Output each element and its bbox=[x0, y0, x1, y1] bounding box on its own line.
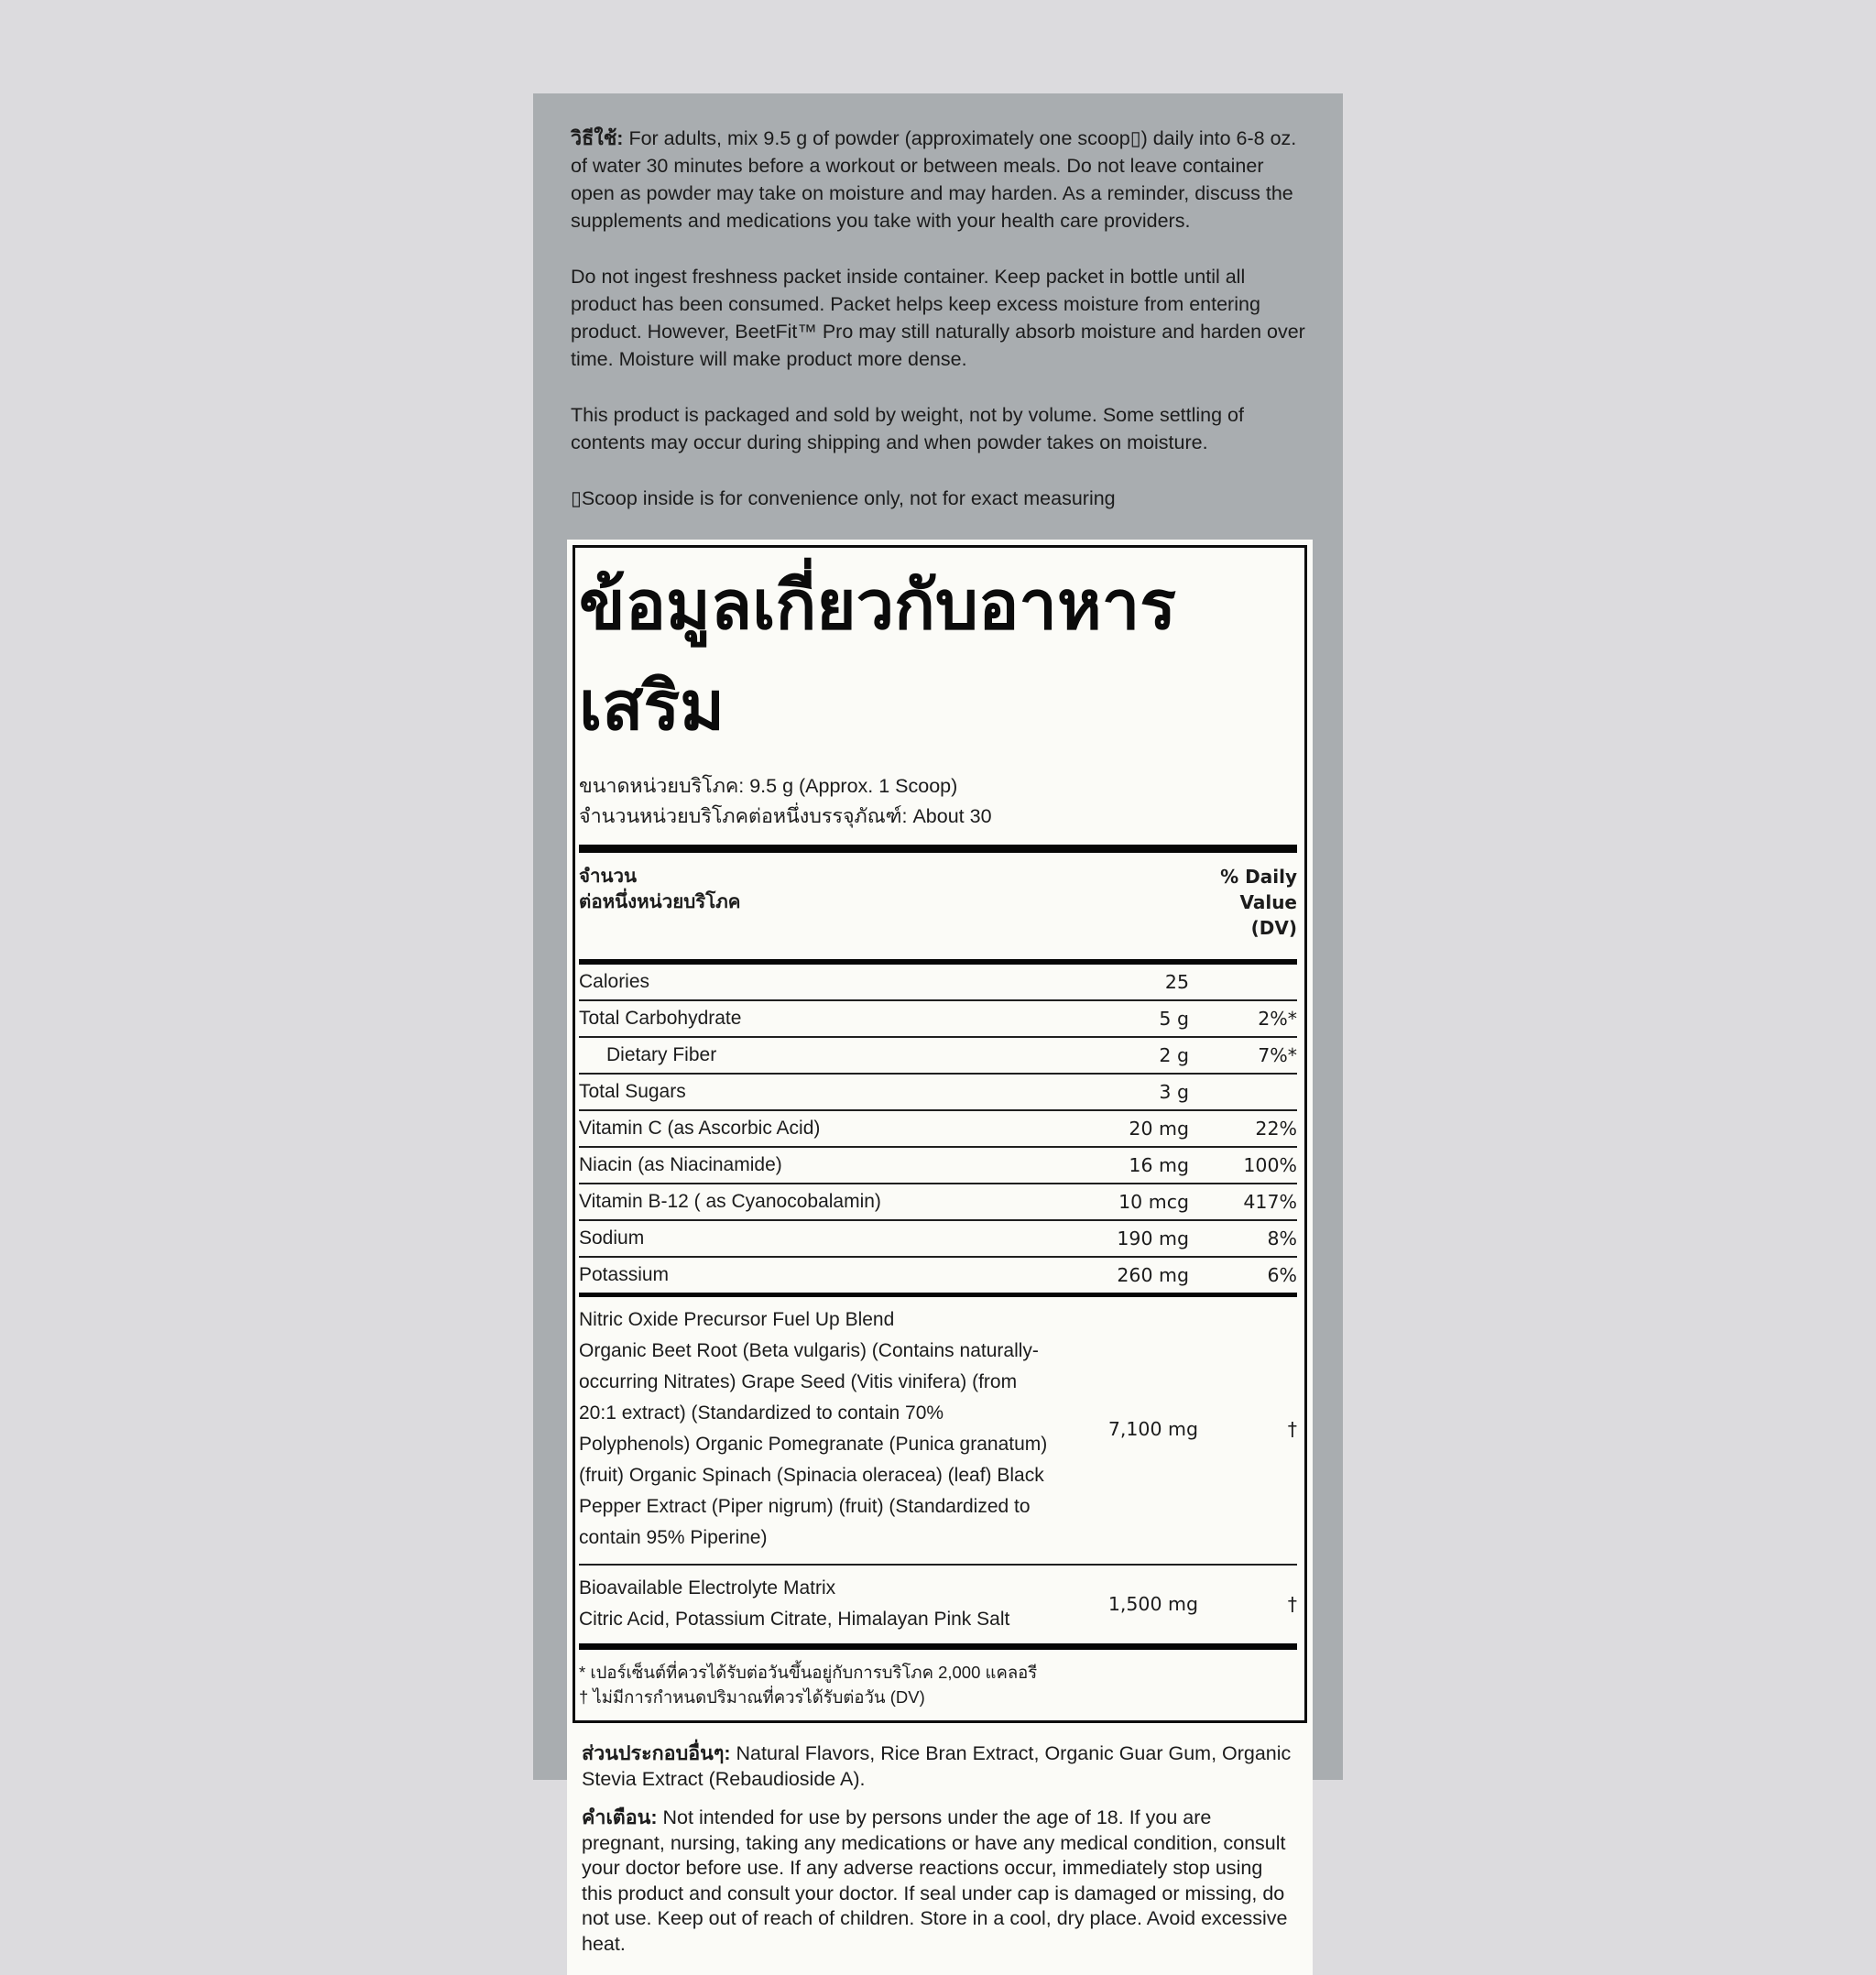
nutrient-dv: 7%* bbox=[1258, 1044, 1297, 1066]
nutrient-dv: 417% bbox=[1243, 1191, 1297, 1213]
blend-row-electrolyte-matrix bbox=[579, 1566, 1297, 1643]
label-panel bbox=[533, 93, 1343, 1955]
table-row-potassium bbox=[579, 1258, 1297, 1297]
blend-title: Nitric Oxide Precursor Fuel Up Blend bbox=[579, 1309, 895, 1330]
warning-lead: คำเตือน: bbox=[582, 1806, 658, 1828]
supplement-facts-box bbox=[573, 545, 1307, 1723]
nutrient-amount: 260 mg bbox=[1117, 1264, 1189, 1286]
nutrient-amount: 20 mg bbox=[1129, 1118, 1189, 1140]
footnote-asterisk: * เปอร์เซ็นต์ที่ควรได้รับต่อวันขึ้นอยู่กับการบริโภค 2,000 แคลอรี bbox=[579, 1663, 1038, 1682]
blend-amount: 1,500 mg bbox=[1107, 1593, 1198, 1615]
table-row-vitamin-c bbox=[579, 1111, 1297, 1148]
nutrient-label: Vitamin C (as Ascorbic Acid) bbox=[579, 1118, 821, 1139]
nutrient-dv: 8% bbox=[1267, 1228, 1297, 1249]
nutrient-label: Total Carbohydrate bbox=[579, 1008, 742, 1029]
nutrient-label: Niacin (as Niacinamide) bbox=[579, 1154, 782, 1175]
table-row-total-sugars bbox=[579, 1075, 1297, 1111]
other-ingredients-paragraph bbox=[582, 1741, 1298, 1792]
table-row-niacin bbox=[579, 1148, 1297, 1184]
nutrient-dv: 22% bbox=[1255, 1118, 1297, 1140]
blend-row-nitric-oxide bbox=[579, 1297, 1297, 1566]
scoop-note: ▯Scoop inside is for convenience only, not for exact measuring bbox=[571, 487, 1116, 509]
usage-text: For adults, mix 9.5 g of powder (approximately one scoop▯) daily into 6-8 oz. of water 30 minutes before a workout or between meals. Do not leave container open as powder may take on moisture and may harden. As a reminder, discuss the supplements and medications you take with your health care providers. bbox=[571, 127, 1297, 232]
blend-text bbox=[579, 1573, 1052, 1635]
facts-title: ข้อมูลเกี่ยวกับอาหารเสริม bbox=[579, 567, 1177, 744]
serving-size: ขนาดหน่วยบริโภค: 9.5 g (Approx. 1 Scoop) bbox=[579, 775, 958, 797]
table-row-total-carbohydrate bbox=[579, 1001, 1297, 1038]
nutrient-dv: 100% bbox=[1243, 1154, 1297, 1176]
nutrient-amount: 16 mg bbox=[1129, 1154, 1189, 1176]
nutrient-dv: 2%* bbox=[1258, 1008, 1297, 1030]
blend-amount: 7,100 mg bbox=[1107, 1418, 1198, 1440]
blend-description: Organic Beet Root (Beta vulgaris) (Contains naturally-occurring Nitrates) Grape Seed (Vitis vinifera) (from 20:1 extract) (Standardized to contain 70% Polyphenols) Organic Pomegranate (Punica granatum) (fruit) Organic Spinach (Spinacia oleracea) (leaf) Black Pepper Extract (Piper nigrum) (fruit) (Standardized to contain 95% Piperine) bbox=[579, 1340, 1048, 1548]
blend-dv: † bbox=[1287, 1418, 1297, 1440]
nutrient-amount: 3 g bbox=[1159, 1081, 1189, 1103]
nutrient-amount: 10 mcg bbox=[1118, 1191, 1189, 1213]
usage-lead: วิธีใช้: bbox=[571, 127, 624, 149]
footnotes bbox=[579, 1650, 1297, 1720]
usage-paragraph bbox=[571, 125, 1311, 235]
other-ingredients-lead: ส่วนประกอบอื่นๆ: bbox=[582, 1742, 731, 1764]
nutrient-amount: 5 g bbox=[1159, 1008, 1189, 1030]
nutrient-label: Calories bbox=[579, 971, 650, 992]
nutrient-amount: 190 mg bbox=[1117, 1228, 1189, 1249]
nutrient-label: Potassium bbox=[579, 1264, 670, 1285]
nutrient-amount: 25 bbox=[1164, 971, 1189, 993]
daily-value-header: % Daily Value (DV) bbox=[1220, 866, 1297, 939]
table-header bbox=[579, 853, 1297, 959]
nutrient-label: Vitamin B-12 ( as Cyanocobalamin) bbox=[579, 1191, 881, 1212]
table-row-vitamin-b12 bbox=[579, 1184, 1297, 1221]
footnote-dagger: † ไม่มีการกำหนดปริมาณที่ควรได้รับต่อวัน (DV) bbox=[579, 1687, 925, 1707]
nutrient-label: Total Sugars bbox=[579, 1081, 686, 1102]
table-row-sodium bbox=[579, 1221, 1297, 1258]
table-row-calories bbox=[579, 965, 1297, 1001]
sold-by-weight-paragraph: This product is packaged and sold by weight, not by volume. Some settling of contents may occur during shipping and when powder takes on moisture. bbox=[571, 404, 1244, 453]
card-bottom-text bbox=[573, 1723, 1307, 1957]
nutrient-dv: 6% bbox=[1267, 1264, 1297, 1286]
blend-dv: † bbox=[1287, 1593, 1297, 1615]
blend-description: Citric Acid, Potassium Citrate, Himalayan Pink Salt bbox=[579, 1609, 1010, 1630]
amount-per-serving-header: จำนวน ต่อหนึ่งหน่วยบริโภค bbox=[579, 866, 741, 912]
table-row-dietary-fiber bbox=[579, 1038, 1297, 1075]
nutrient-amount: 2 g bbox=[1159, 1044, 1189, 1066]
other-ingredients-text: Natural Flavors, Rice Bran Extract, Organic Guar Gum, Organic Stevia Extract (Rebaudioside A). bbox=[582, 1742, 1292, 1790]
warning-paragraph bbox=[582, 1806, 1298, 1957]
rule-bottom-thick bbox=[579, 1643, 1297, 1650]
warning-text: Not intended for use by persons under the age of 18. If you are pregnant, nursing, taking any medications or have any medical condition, consult your doctor before use. If any adverse reactions occur, immediately stop using this product and consult your doctor. If seal under cap is damaged or missing, do not use. Keep out of reach of children. Store in a cool, dry place. Avoid excessive heat. bbox=[582, 1806, 1288, 1955]
supplement-facts-card bbox=[567, 540, 1313, 1975]
freshness-packet-paragraph: Do not ingest freshness packet inside container. Keep packet in bottle until all product has been consumed. Packet helps keep excess moisture from entering product. However, BeetFit™ Pro may still naturally absorb moisture and harden over time. Moisture will make product more dense. bbox=[571, 266, 1305, 370]
servings-per-container: จำนวนหน่วยบริโภคต่อหนึ่งบรรจุภัณฑ์: About 30 bbox=[579, 805, 992, 827]
nutrient-label: Dietary Fiber bbox=[606, 1044, 717, 1065]
blend-text bbox=[579, 1304, 1052, 1554]
nutrient-label: Sodium bbox=[579, 1228, 645, 1249]
blend-title: Bioavailable Electrolyte Matrix bbox=[579, 1577, 836, 1599]
rule-top-thick bbox=[579, 845, 1297, 853]
